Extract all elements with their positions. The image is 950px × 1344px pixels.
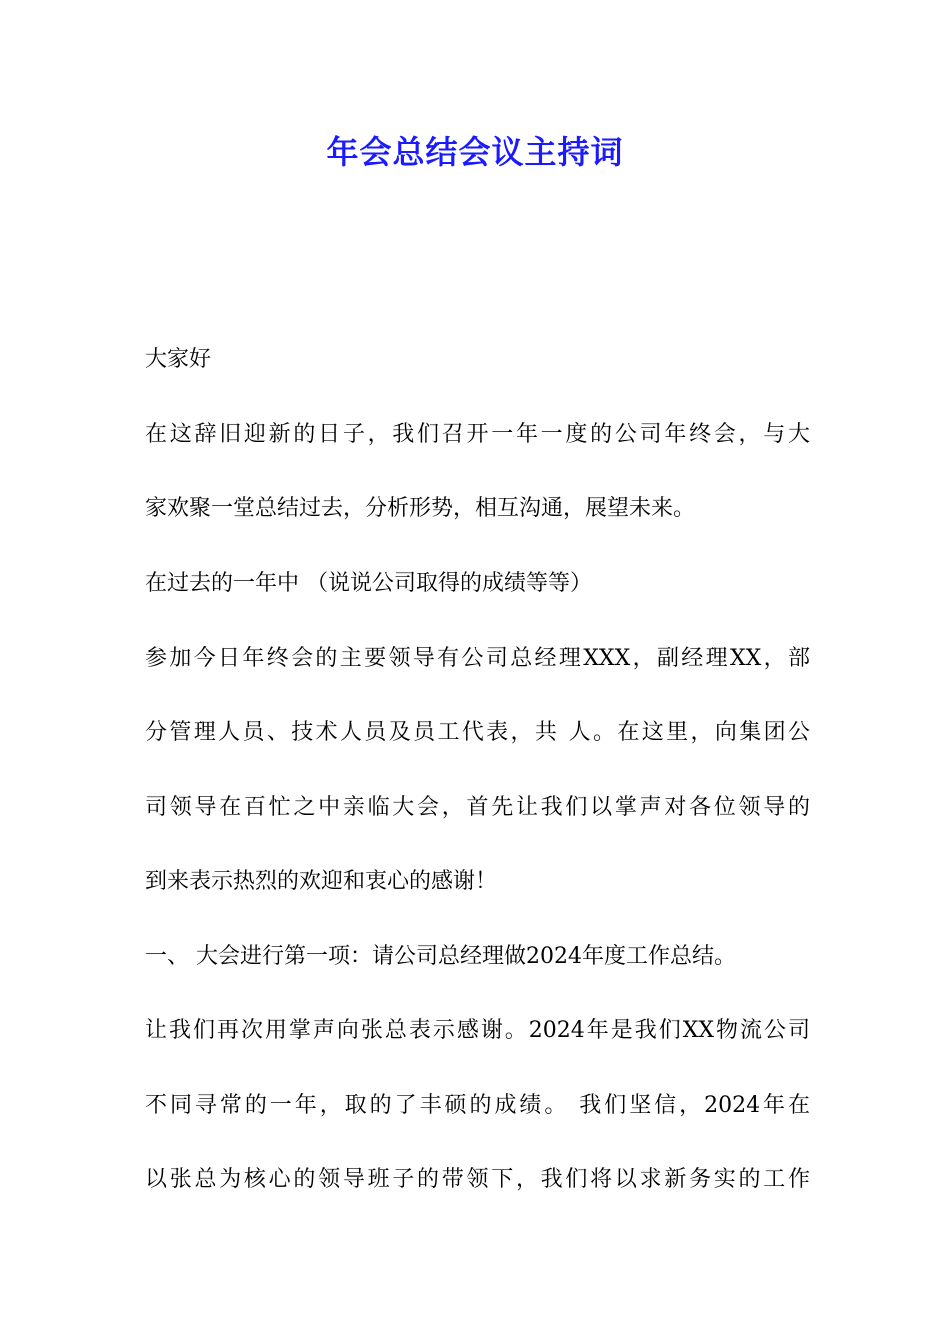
document-title: 年会总结会议主持词 [326,133,624,171]
paragraph-line: 分管理人员、技术人员及员工代表，共 人。在这里，向集团公 [145,720,810,745]
paragraph-line-item-one: 一、 大会进行第一项：请公司总经理做2024年度工作总结。 [145,944,736,969]
paragraph-line: 在过去的一年中 （说说公司取得的成绩等等） [145,571,592,596]
paragraph-line: 参加今日年终会的主要领导有公司总经理XXX，副经理XX，部 [145,646,810,671]
paragraph-line: 到来表示热烈的欢迎和衷心的感谢！ [145,869,498,894]
paragraph-line: 以张总为核心的领导班子的带领下，我们将以求新务实的工作 [145,1167,810,1192]
paragraph-line: 家欢聚一堂总结过去，分析形势，相互沟通，展望未来。 [145,496,696,521]
paragraph-line-greeting: 大家好 [145,347,212,372]
paragraph-line: 在这辞旧迎新的日子，我们召开一年一度的公司年终会，与大 [145,422,810,447]
paragraph-line: 让我们再次用掌声向张总表示感谢。2024年是我们XX物流公司 [145,1018,810,1043]
paragraph-line: 司领导在百忙之中亲临大会，首先让我们以掌声对各位领导的 [145,795,810,820]
paragraph-line: 不同寻常的一年，取的了丰硕的成绩。 我们坚信，2024年在 [145,1093,810,1118]
